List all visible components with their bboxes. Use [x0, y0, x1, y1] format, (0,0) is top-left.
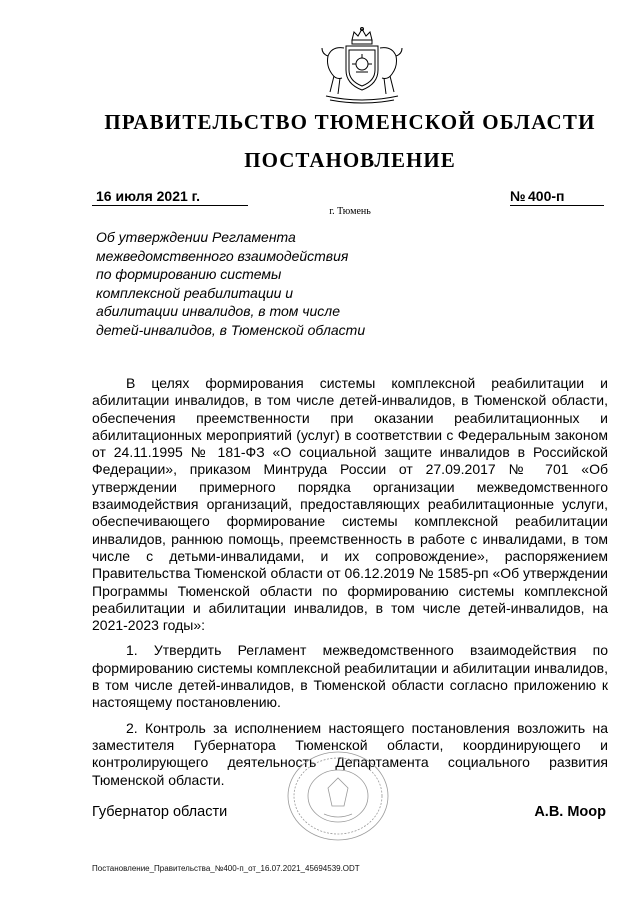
subject-line: комплексной реабилитации и [96, 284, 294, 301]
document-date-field [92, 188, 248, 206]
document-date: 16 июля 2021 г. [96, 188, 200, 204]
document-body [92, 375, 608, 797]
preamble-paragraph: В целях формирования системы комплексной реабилитации и абилитации инвалидов, в том числе детей-инвалидов, в Тюменской области, обеспечения преемственности при оказании реабилитационных и абилитационных мероприятий (услуг) в соответствии с Федеральным законом от 24.11.1995 № 181-ФЗ «О социальной защите инвалидов в Российской Федерации», приказом Минтруда России от 27.09.2017 № 701 «Об утверждении примерного порядка организации межведомственного взаимодействия организаций, предоставляющих реабилитационные услуги, обеспечивающего формирование системы комплексной реабилитации инвалидов, раннюю помощь, преемственность в работе с инвалидами, в том числе с детьми-инвалидами, и их сопровождение», распоряжением Правительства Тюменской области от 06.12.2019 № 1585-рп «Об утверждении Программы Тюменской области по формированию системы комплексной реабилитации и абилитации инвалидов, в том числе детей-инвалидов, на 2021-2023 годы»: [92, 375, 609, 634]
signatory-name: А.В. Моор [534, 804, 606, 820]
subject-line: Об утверждении Регламента [96, 229, 296, 245]
document-number: 400-п [528, 188, 565, 204]
file-name-footer: Постановление_Правительства_№400-п_от_16.07.2021_45694539.ODT [92, 864, 360, 873]
document-type-title: ПОСТАНОВЛЕНИЕ [244, 148, 456, 172]
document-number-field [510, 188, 604, 206]
subject-line: межведомственного взаимодействия [96, 247, 349, 264]
item-1-paragraph: 1. Утвердить Регламент межведомственного взаимодействия по формированию системы комплексной реабилитации и абилитации инвалидов, в том числе детей-инвалидов, в Тюменской области согласно приложению к настоящему постановлению. [92, 642, 608, 711]
subject-line: абилитации инвалидов, в том числе [96, 303, 340, 320]
item-2-paragraph: 2. Контроль за исполнением настоящего постановления возложить на заместителя Губернатора Тюменской области, координирующего и контролирующего деятельность Департамента социального развития Тюменской области. [92, 719, 608, 788]
signatory-title: Губернатор области [92, 804, 228, 820]
subject-line: по формированию системы [96, 266, 282, 283]
subject-line: детей-инвалидов, в Тюменской области [96, 321, 366, 338]
document-subject [96, 228, 386, 340]
official-round-seal-icon [284, 748, 392, 844]
tyumen-coat-of-arms-icon [316, 26, 408, 106]
organization-title: ПРАВИТЕЛЬСТВО ТЮМЕНСКОЙ ОБЛАСТИ [104, 110, 596, 134]
document-city: г. Тюмень [329, 206, 371, 217]
number-sign: № [510, 188, 526, 204]
